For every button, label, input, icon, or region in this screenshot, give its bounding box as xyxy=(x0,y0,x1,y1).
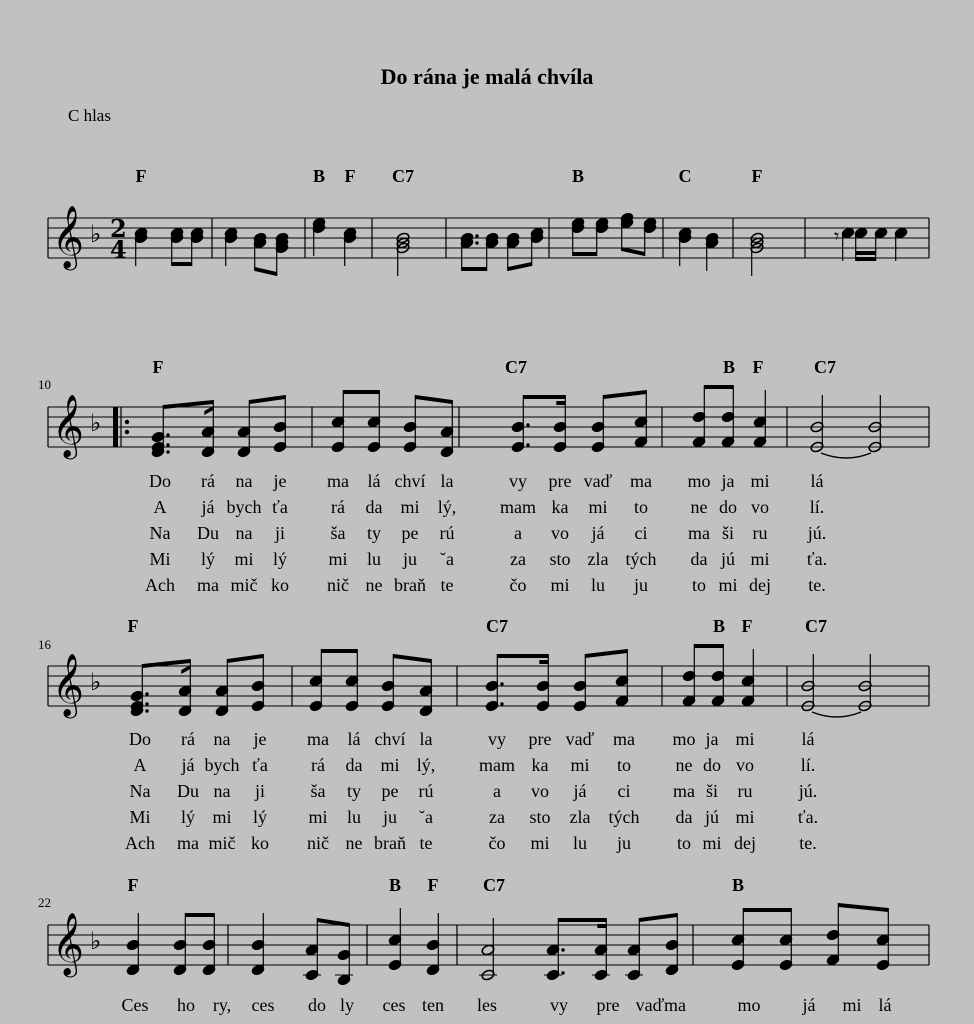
lyric-syllable: vaď xyxy=(565,729,595,749)
lyric-syllable: a xyxy=(493,781,501,801)
lyric-syllable: lá xyxy=(801,729,815,749)
lyric-syllable: ho xyxy=(177,995,195,1015)
lyric-syllable: mi xyxy=(570,755,590,775)
lyric-syllable: da xyxy=(675,807,693,827)
note-beam xyxy=(393,654,431,663)
lyric-syllable: rá xyxy=(311,755,325,775)
lyric-syllable: lá xyxy=(367,471,381,491)
lyric-syllable: mam xyxy=(500,497,536,517)
lyric-syllable: na xyxy=(235,523,253,543)
lyric-syllable: nič xyxy=(307,833,329,853)
lyric-syllable: lý xyxy=(272,549,288,569)
lyric-syllable: dej xyxy=(749,575,771,595)
lyric-syllable: lý, xyxy=(416,755,436,775)
lyric-syllable: lá xyxy=(347,729,361,749)
lyric-syllable: ma xyxy=(688,523,710,543)
lyric-syllable: lá xyxy=(878,995,892,1015)
chord-symbol: C7 xyxy=(486,616,508,636)
lyric-syllable: ťa. xyxy=(797,807,819,827)
note-beam xyxy=(558,918,606,922)
lyric-syllable: mi xyxy=(328,549,348,569)
note-dot xyxy=(500,682,503,685)
lyric-syllable: lý xyxy=(252,807,268,827)
lyric-syllable: chví xyxy=(394,471,426,491)
music-staff xyxy=(0,168,974,308)
lyric-syllable: ma xyxy=(327,471,349,491)
note-dot xyxy=(166,443,169,446)
lyric-syllable: mi xyxy=(735,807,755,827)
repeat-dot xyxy=(125,420,129,424)
lyric-syllable: za xyxy=(510,549,526,569)
lyric-syllable: la xyxy=(419,729,433,749)
lyric-syllable: mič xyxy=(208,833,236,853)
lyric-syllable: ja xyxy=(705,729,719,749)
lyric-syllable: sto xyxy=(549,549,571,569)
lyric-syllable: rá xyxy=(331,497,345,517)
lyric-syllable: já xyxy=(573,781,587,801)
lyric-syllable: vy xyxy=(509,471,527,491)
treble-clef-icon: 𝄞 xyxy=(52,205,84,268)
note-dot xyxy=(166,433,169,436)
lyric-syllable: ma xyxy=(177,833,199,853)
note-beam xyxy=(508,262,532,271)
lyric-syllable: ši xyxy=(705,781,719,801)
lyric-syllable: da xyxy=(690,549,708,569)
chord-symbol: B xyxy=(571,166,585,186)
lyric-syllable: les xyxy=(477,995,497,1015)
lyric-syllable: pe xyxy=(381,781,399,801)
lyric-syllable: ša xyxy=(310,781,326,801)
lyric-syllable: vy xyxy=(488,729,506,749)
repeat-thick-bar xyxy=(113,407,118,447)
lyric-syllable: da xyxy=(345,755,363,775)
lyric-syllable: lu xyxy=(590,575,606,595)
lyric-syllable: ji xyxy=(254,781,266,801)
lyric-syllable: lá xyxy=(810,471,824,491)
lyric-syllable: lu xyxy=(346,807,362,827)
lyric-syllable: Du xyxy=(197,523,219,543)
note-beam xyxy=(539,660,548,664)
note-beam xyxy=(694,644,723,648)
lyric-syllable: Do xyxy=(149,471,171,491)
lyric-syllable: to xyxy=(691,575,707,595)
lyric-syllable: rá xyxy=(181,729,195,749)
chord-symbol: F xyxy=(135,166,147,186)
lyric-syllable: je xyxy=(273,471,287,491)
chord-symbol: B xyxy=(731,875,745,895)
time-sig-top: 2 xyxy=(110,214,127,243)
lyric-syllable: Na xyxy=(149,523,171,543)
lyric-syllable: ly xyxy=(339,995,355,1015)
lyric-syllable: mo xyxy=(687,471,711,491)
repeat-dot xyxy=(125,430,129,434)
lyric-syllable: vy xyxy=(550,995,568,1015)
note-dot xyxy=(166,450,169,453)
lyric-syllable: ma xyxy=(664,995,686,1015)
treble-clef-icon: 𝄞 xyxy=(52,394,84,457)
note-dot xyxy=(475,241,478,244)
lyric-syllable: ne xyxy=(365,575,383,595)
lyric-syllable: to xyxy=(633,497,649,517)
lyric-syllable: rú xyxy=(418,781,434,801)
flat-icon: ♭ xyxy=(90,927,102,955)
lyric-syllable: pre xyxy=(548,471,572,491)
lyric-syllable: mi xyxy=(750,471,770,491)
note-beam xyxy=(163,400,213,409)
music-staff xyxy=(0,357,974,497)
lyric-syllable: lý, xyxy=(437,497,457,517)
lyric-syllable: lí. xyxy=(809,497,825,517)
lyric-syllable: bych xyxy=(226,497,262,517)
lyric-syllable: nič xyxy=(327,575,349,595)
lyric-syllable: ma xyxy=(673,781,695,801)
measure-number: 22 xyxy=(38,895,51,910)
lyric-syllable: rá xyxy=(201,471,215,491)
lyric-syllable: braň xyxy=(394,575,426,595)
lyric-syllable: lu xyxy=(572,833,588,853)
lyric-syllable: mi xyxy=(588,497,608,517)
lyric-syllable: je xyxy=(253,729,267,749)
lyric-syllable: jú xyxy=(720,549,736,569)
note-dot xyxy=(145,709,148,712)
note-beam xyxy=(321,649,357,653)
lyric-syllable: vaď xyxy=(583,471,613,491)
lyric-syllable: za xyxy=(489,807,505,827)
lyric-syllable: ten xyxy=(422,995,444,1015)
note-beam xyxy=(523,395,565,399)
lyric-syllable: mi xyxy=(530,833,550,853)
lyric-syllable: vo xyxy=(736,755,754,775)
lyric-syllable: tých xyxy=(608,807,640,827)
lyric-syllable: do xyxy=(719,497,737,517)
lyric-syllable: a xyxy=(514,523,522,543)
lyric-syllable: Ach xyxy=(145,575,175,595)
chord-symbol: F xyxy=(427,875,439,895)
lyric-syllable: braň xyxy=(374,833,406,853)
chord-symbol: C7 xyxy=(392,166,414,186)
lyric-syllable: ne xyxy=(345,833,363,853)
lyric-syllable: ša xyxy=(330,523,346,543)
lyric-syllable: ma xyxy=(630,471,652,491)
note-beam xyxy=(172,262,192,266)
lyric-syllable: čo xyxy=(509,575,527,595)
lyric-syllable: ma xyxy=(307,729,329,749)
chord-symbol: B xyxy=(712,616,726,636)
song-title: Do rána je malá chvíla xyxy=(380,64,594,89)
music-staff xyxy=(0,616,974,756)
note-dot xyxy=(145,702,148,705)
chord-symbol: B xyxy=(312,166,326,186)
lyric-syllable: mi xyxy=(718,575,738,595)
lyric-syllable: vo xyxy=(551,523,569,543)
note-dot xyxy=(145,692,148,695)
lyric-syllable: Mi xyxy=(129,807,151,827)
lyric-syllable: bych xyxy=(204,755,240,775)
measure-number: 10 xyxy=(38,377,51,392)
lyric-syllable: Na xyxy=(129,781,151,801)
lyric-syllable: te. xyxy=(808,575,826,595)
lyric-syllable: ju xyxy=(616,833,632,853)
lyric-syllable: ju xyxy=(382,807,398,827)
note-beam xyxy=(585,649,627,658)
lyric-syllable: ťa xyxy=(252,755,268,775)
lyric-syllable: mi xyxy=(400,497,420,517)
lyric-syllable: ko xyxy=(251,833,269,853)
note-beam xyxy=(704,385,733,389)
lyric-syllable: mo xyxy=(737,995,761,1015)
note-beam xyxy=(856,251,876,255)
lyric-syllable: te xyxy=(440,575,454,595)
lyric-syllable: ne xyxy=(690,497,708,517)
lyric-syllable: chví xyxy=(374,729,406,749)
flat-icon: ♭ xyxy=(90,220,102,248)
lyric-syllable: mi xyxy=(234,549,254,569)
time-sig-bottom: 4 xyxy=(110,235,127,264)
lyric-syllable: te xyxy=(419,833,433,853)
lyric-syllable: mam xyxy=(479,755,515,775)
note-beam xyxy=(227,654,263,663)
chord-symbol: F xyxy=(127,616,139,636)
lyric-syllable: lí. xyxy=(800,755,816,775)
lyric-syllable: jú xyxy=(704,807,720,827)
lyric-syllable: te. xyxy=(799,833,817,853)
note-beam xyxy=(597,924,606,928)
lyric-syllable: do xyxy=(703,755,721,775)
note-beam xyxy=(415,395,452,404)
note-beam xyxy=(142,659,190,668)
lyric-syllable: ru xyxy=(752,523,768,543)
lyric-syllable: ˘a xyxy=(419,807,433,827)
lyric-syllable: ťa xyxy=(272,497,288,517)
lyric-syllable: A xyxy=(133,755,147,775)
lyric-syllable: tých xyxy=(625,549,657,569)
lyric-syllable: Du xyxy=(177,781,199,801)
lyric-syllable: A xyxy=(153,497,167,517)
lyric-syllable: ces xyxy=(382,995,406,1015)
chord-symbol: F xyxy=(741,616,753,636)
note-dot xyxy=(475,234,478,237)
tie xyxy=(821,453,871,458)
lyric-syllable: Ach xyxy=(125,833,155,853)
lyric-syllable: jú. xyxy=(807,523,827,543)
lyric-syllable: mo xyxy=(672,729,696,749)
lyric-syllable: mi xyxy=(550,575,570,595)
chord-symbol: F xyxy=(752,357,764,377)
chord-symbol: B xyxy=(722,357,736,377)
lyric-syllable: ma xyxy=(613,729,635,749)
lyric-syllable: la xyxy=(440,471,454,491)
flat-icon: ♭ xyxy=(90,409,102,437)
lyric-syllable: sto xyxy=(529,807,551,827)
lyric-syllable: Do xyxy=(129,729,151,749)
note-beam xyxy=(317,918,349,927)
music-staff xyxy=(0,875,974,1015)
lyric-syllable: ty xyxy=(346,781,362,801)
flat-icon: ♭ xyxy=(90,668,102,696)
lyric-syllable: mi xyxy=(702,833,722,853)
lyric-syllable: mi xyxy=(735,729,755,749)
lyric-syllable: ka xyxy=(531,755,549,775)
treble-clef-icon: 𝄞 xyxy=(52,653,84,716)
note-dot xyxy=(561,948,564,951)
lyric-syllable: vaď xyxy=(635,995,665,1015)
lyric-syllable: ju xyxy=(402,549,418,569)
lyric-syllable: vo xyxy=(751,497,769,517)
lyric-syllable: rú xyxy=(439,523,455,543)
lyric-syllable: to xyxy=(676,833,692,853)
lyric-syllable: pe xyxy=(401,523,419,543)
lyric-syllable: Mi xyxy=(149,549,171,569)
lyric-syllable: lu xyxy=(366,549,382,569)
note-dot xyxy=(561,971,564,974)
tie xyxy=(812,712,861,717)
lyric-syllable: na xyxy=(235,471,253,491)
lyric-syllable: zla xyxy=(569,807,591,827)
note-beam xyxy=(856,257,876,261)
lyric-syllable: ko xyxy=(271,575,289,595)
lyric-syllable: ja xyxy=(721,471,735,491)
lyric-syllable: ces xyxy=(251,995,275,1015)
lyric-syllable: Ces xyxy=(121,995,149,1015)
chord-symbol: C7 xyxy=(814,357,836,377)
lyric-syllable: ru xyxy=(737,781,753,801)
chord-symbol: C xyxy=(678,166,692,186)
chord-symbol: B xyxy=(388,875,402,895)
chord-symbol: F xyxy=(344,166,356,186)
note-beam xyxy=(573,252,597,256)
note-beam xyxy=(603,390,646,399)
lyric-syllable: ci xyxy=(634,523,648,543)
lyric-syllable: dej xyxy=(734,833,756,853)
chord-symbol: F xyxy=(127,875,139,895)
lyric-syllable: da xyxy=(365,497,383,517)
lyric-syllable: vo xyxy=(531,781,549,801)
lyric-syllable: já xyxy=(591,523,605,543)
lyric-syllable: jú. xyxy=(798,781,818,801)
measure-number: 16 xyxy=(38,637,51,652)
note-beam xyxy=(639,913,677,922)
lyric-syllable: to xyxy=(616,755,632,775)
lyric-syllable: mi xyxy=(380,755,400,775)
lyric-syllable: ťa. xyxy=(806,549,828,569)
lyric-syllable: mi xyxy=(212,807,232,827)
lyric-syllable: pre xyxy=(528,729,552,749)
lyric-syllable: ji xyxy=(274,523,286,543)
lyric-syllable: ty xyxy=(366,523,382,543)
note-beam xyxy=(343,390,379,394)
lyric-syllable: ˘a xyxy=(440,549,454,569)
lyric-syllable: mi xyxy=(750,549,770,569)
chord-symbol: F xyxy=(152,357,164,377)
lyric-syllable: zla xyxy=(587,549,609,569)
note-beam xyxy=(462,267,487,271)
lyric-syllable: ci xyxy=(617,781,631,801)
note-beam xyxy=(556,401,565,405)
note-dot xyxy=(526,443,529,446)
lyric-syllable: já xyxy=(802,995,816,1015)
lyric-syllable: do xyxy=(308,995,326,1015)
note-beam xyxy=(255,267,277,276)
treble-clef-icon: 𝄞 xyxy=(52,912,84,975)
lyric-syllable: mi xyxy=(308,807,328,827)
eighth-rest-icon: 𝄾 xyxy=(834,224,840,248)
lyric-syllable: ne xyxy=(675,755,693,775)
lyric-syllable: ka xyxy=(551,497,569,517)
note-beam xyxy=(249,395,285,404)
lyric-syllable: ši xyxy=(721,523,735,543)
chord-symbol: C7 xyxy=(805,616,827,636)
note-beam xyxy=(743,908,791,912)
voice-label: C hlas xyxy=(68,106,111,125)
note-dot xyxy=(500,702,503,705)
lyric-syllable: čo xyxy=(488,833,506,853)
note-dot xyxy=(526,423,529,426)
lyric-syllable: ry, xyxy=(212,995,232,1015)
lyric-syllable: lý xyxy=(180,807,196,827)
lyric-syllable: pre xyxy=(596,995,620,1015)
lyric-syllable: na xyxy=(213,781,231,801)
lyric-syllable: mi xyxy=(842,995,862,1015)
lyric-syllable: mič xyxy=(230,575,258,595)
lyric-syllable: já xyxy=(181,755,195,775)
lyric-syllable: já xyxy=(201,497,215,517)
chord-symbol: F xyxy=(751,166,763,186)
chord-symbol: C7 xyxy=(505,357,527,377)
chord-symbol: C7 xyxy=(483,875,505,895)
note-beam xyxy=(497,654,548,658)
lyric-syllable: ju xyxy=(633,575,649,595)
note-beam xyxy=(838,903,888,912)
note-beam xyxy=(185,913,214,917)
lyric-syllable: na xyxy=(213,729,231,749)
lyric-syllable: lý xyxy=(200,549,216,569)
lyric-syllable: ma xyxy=(197,575,219,595)
